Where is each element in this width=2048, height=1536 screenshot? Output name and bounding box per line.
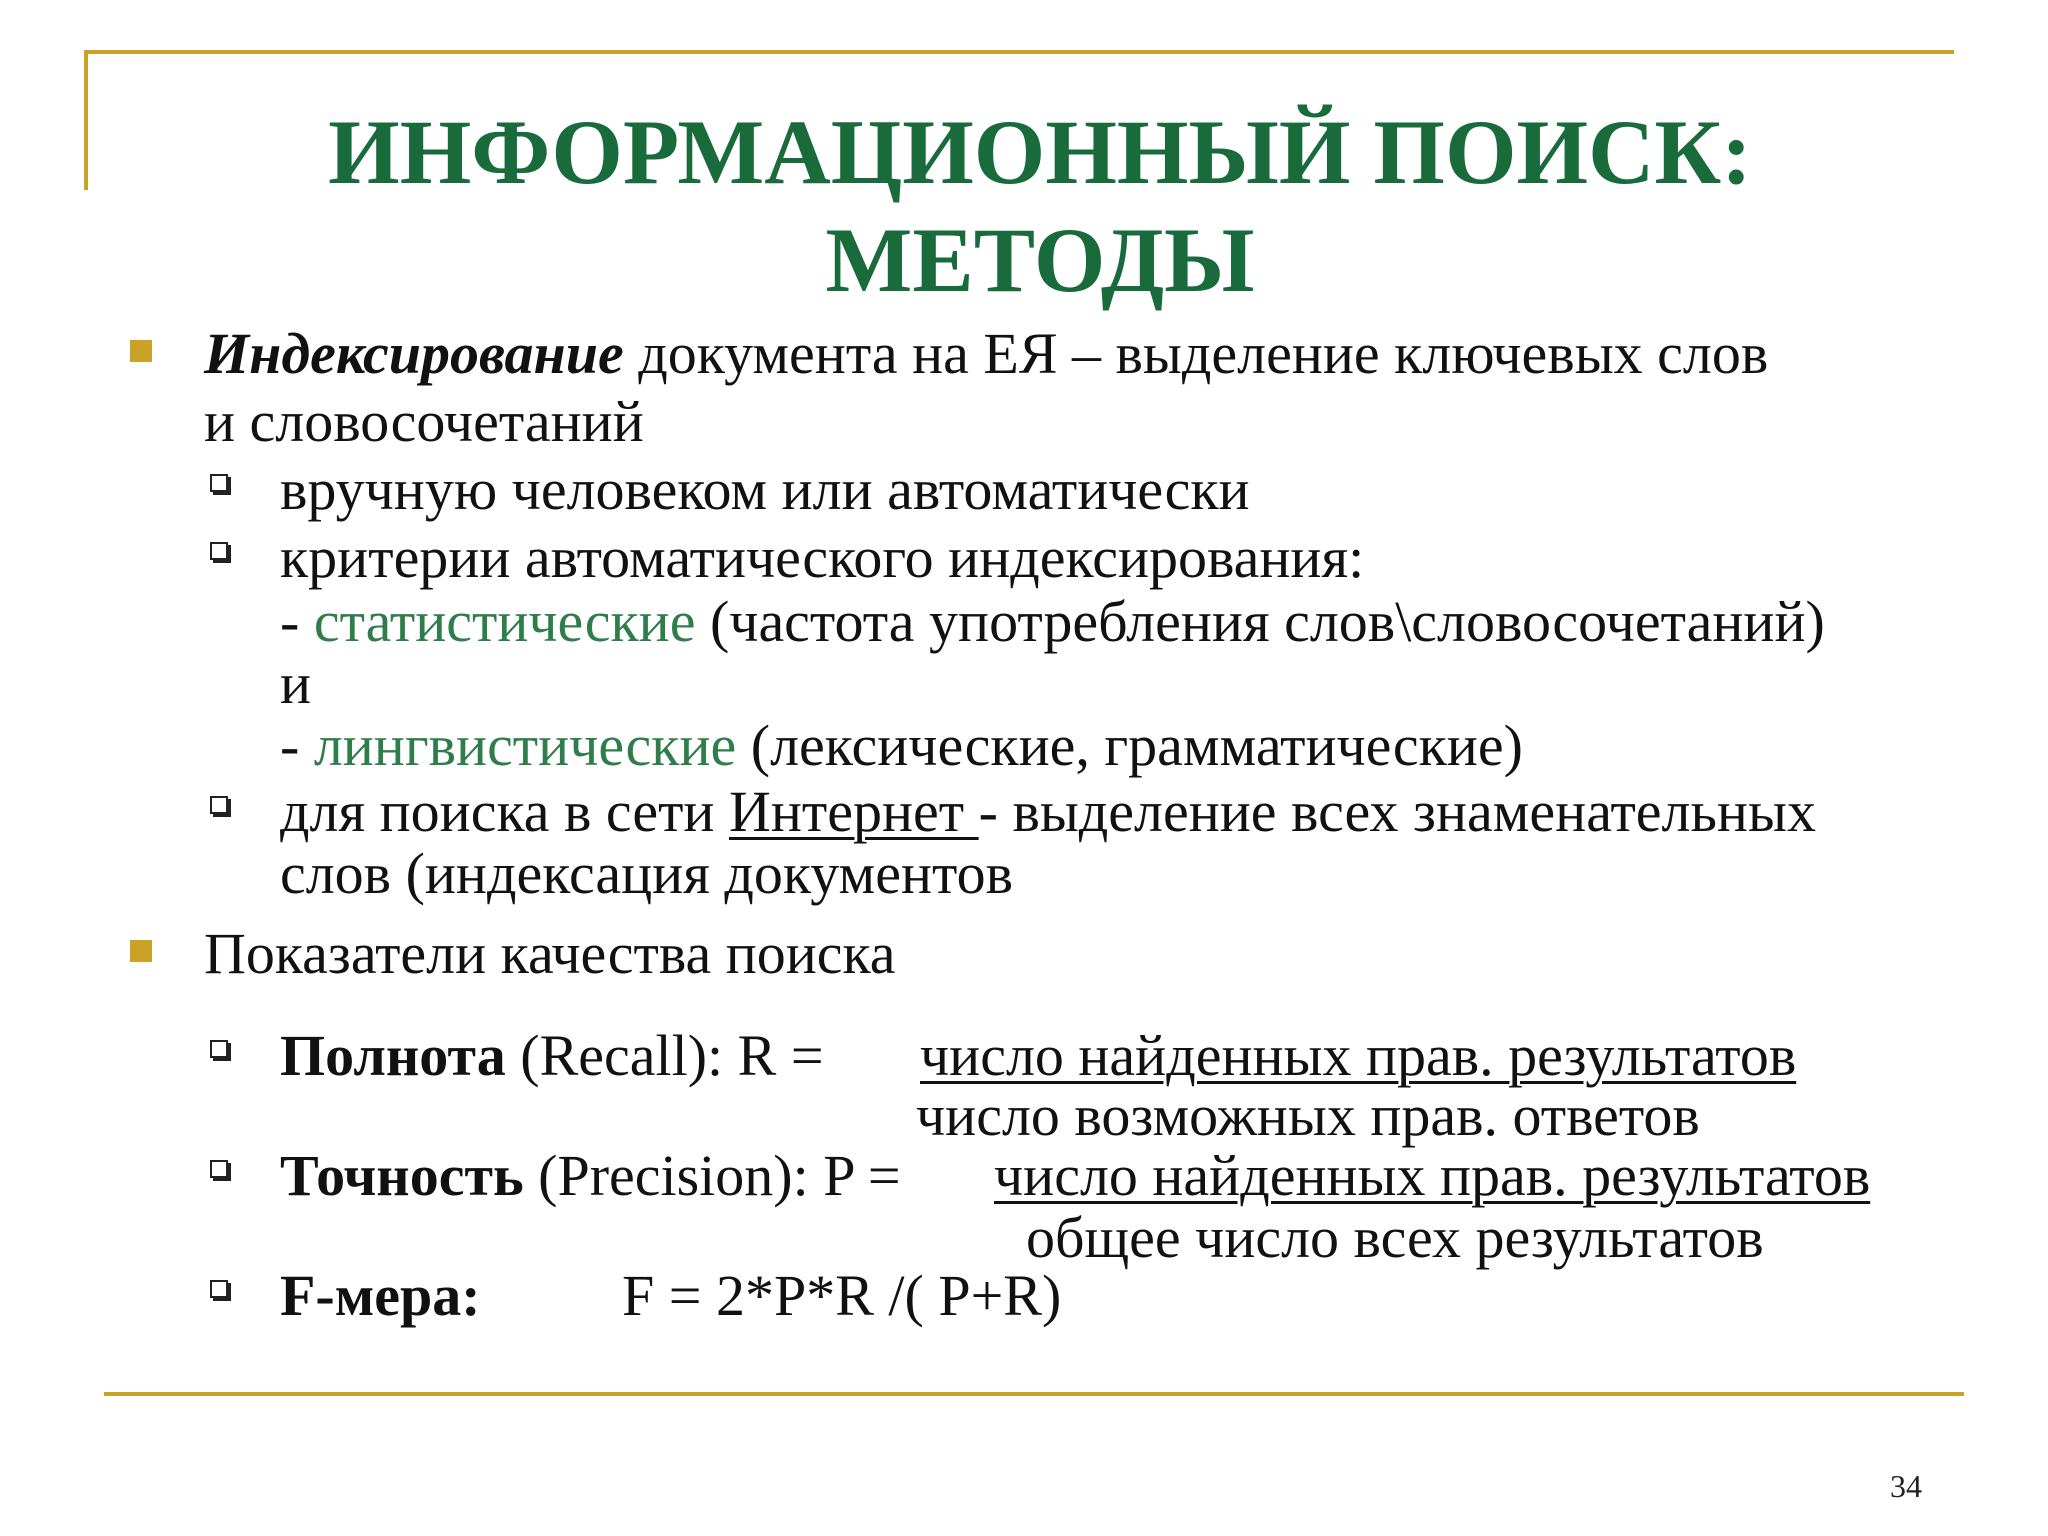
indexing-sub-manual: вручную человеком или автоматически	[280, 457, 1250, 522]
dash-prefix: -	[280, 589, 314, 654]
precision-formula-row	[280, 1144, 901, 1208]
title-line-2: МЕТОДЫ	[825, 209, 1255, 311]
internet-suffix: - выделение всех знаменательных	[978, 779, 1816, 844]
dash-prefix: -	[280, 713, 314, 778]
indexing-term: Индексирование	[204, 321, 624, 386]
linguistic-term: лингвистические	[313, 713, 737, 778]
recall-label: (Recall): R =	[505, 1023, 824, 1088]
fmeasure-term: F-мера:	[280, 1263, 481, 1328]
internet-prefix: для поиска в сети	[280, 779, 729, 844]
checkbox-bullet-icon	[210, 1280, 228, 1298]
frame-bottom-line	[104, 1392, 1964, 1396]
indexing-line-2: и словосочетаний	[204, 389, 644, 454]
indexing-sub-internet-line-2: слов (индексация документов	[280, 841, 1013, 906]
indexing-definition: документа на ЕЯ – выделение ключевых слов	[623, 321, 1769, 386]
recall-denominator: число возможных прав. ответов	[916, 1083, 1700, 1148]
title-line-1: ИНФОРМАЦИОННЫЙ ПОИСК:	[328, 101, 1752, 203]
checkbox-bullet-icon	[210, 474, 228, 492]
criteria-statistical	[280, 590, 1825, 654]
checkbox-bullet-icon	[210, 1160, 228, 1178]
statistical-term: статистические	[313, 589, 696, 654]
indexing-sub-criteria: критерии автоматического индексирования:	[280, 525, 1365, 590]
precision-term: Точность	[280, 1143, 524, 1208]
statistical-desc: (частота употребления слов\словосочетаний)	[695, 589, 1825, 654]
internet-link[interactable]: Интернет	[728, 779, 979, 844]
recall-term: Полнота	[280, 1023, 506, 1088]
recall-formula-row	[280, 1024, 824, 1088]
precision-label: (Precision): P =	[523, 1143, 901, 1208]
criteria-linguistic	[280, 714, 1523, 778]
precision-denominator: общее число всех результатов	[1026, 1205, 1764, 1270]
recall-numerator: число найденных прав. результатов	[920, 1023, 1797, 1088]
checkbox-bullet-icon	[210, 1040, 228, 1058]
square-bullet-icon	[130, 340, 152, 362]
indexing-sub-internet	[280, 780, 1816, 844]
checkbox-bullet-icon	[210, 542, 228, 560]
quality-heading: Показатели качества поиска	[204, 921, 896, 986]
page-number: 34	[1890, 1468, 1922, 1504]
linguistic-desc: (лексические, грамматические)	[736, 713, 1523, 778]
checkbox-bullet-icon	[210, 796, 228, 814]
indexing-line-1	[204, 322, 1768, 386]
fmeasure-formula: F = 2*P*R /( P+R)	[622, 1263, 1062, 1328]
square-bullet-icon	[130, 940, 152, 962]
criteria-and: и	[280, 651, 312, 716]
precision-numerator: число найденных прав. результатов	[994, 1143, 1871, 1208]
